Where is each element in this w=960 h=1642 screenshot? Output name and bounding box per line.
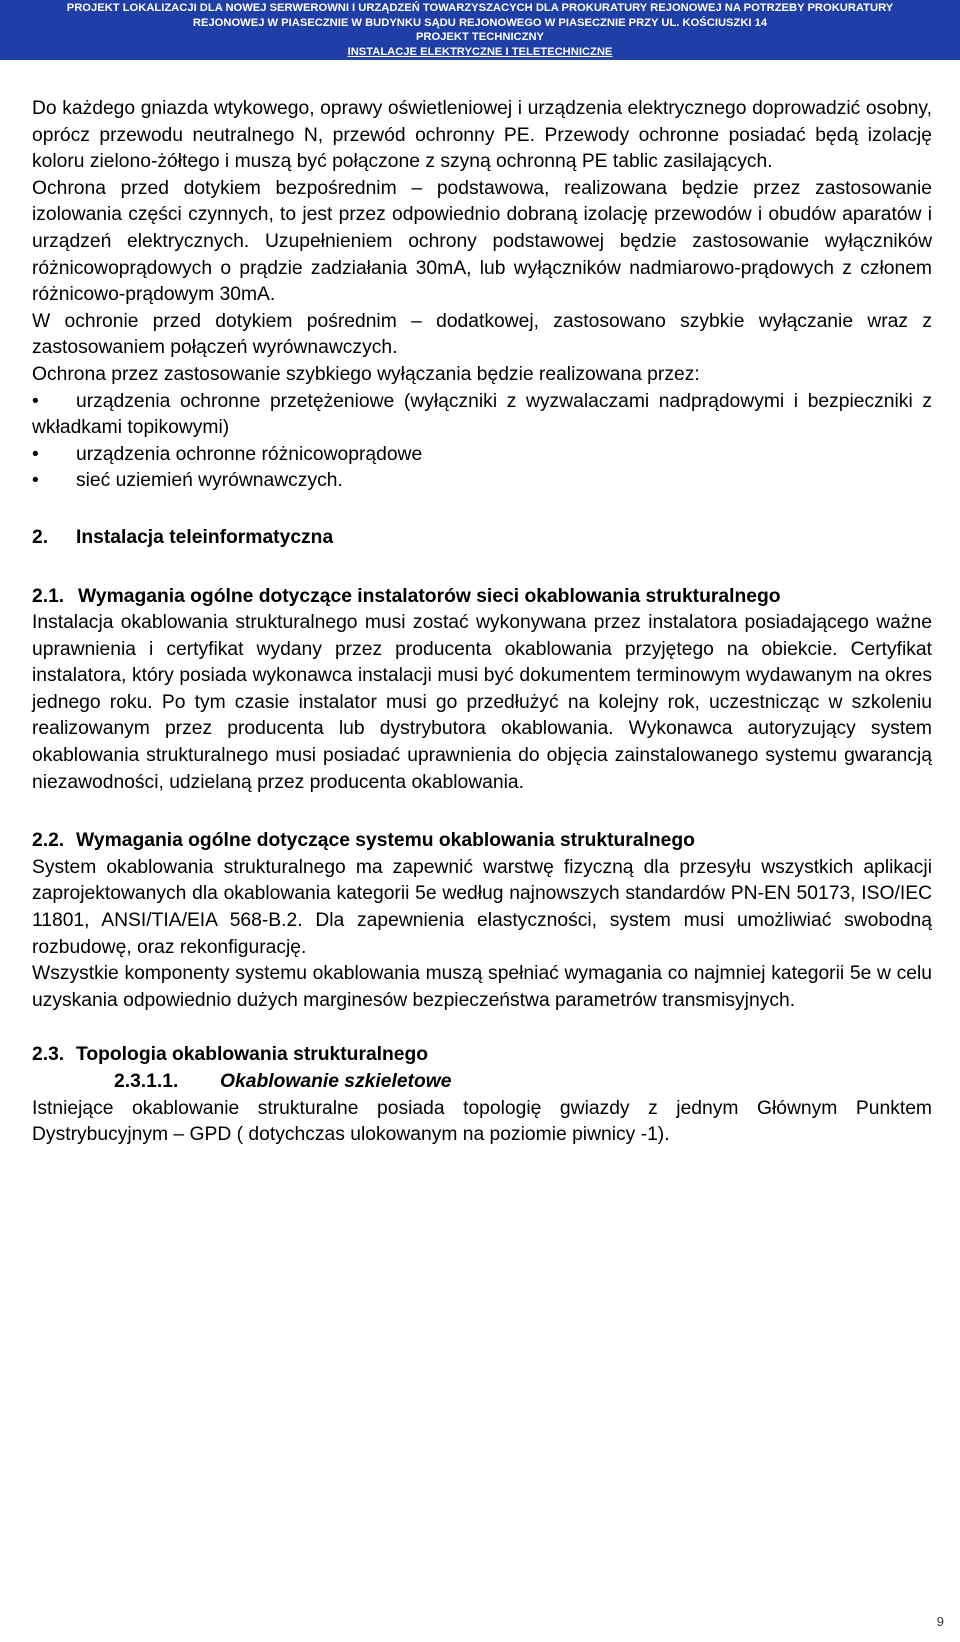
list-item-text: urządzenia ochronne przetężeniowe (wyłączniki z wyzwalaczami nadprądowymi i bezpieczniki z wkładkami topikowymi) <box>32 390 932 439</box>
list-item <box>32 468 932 495</box>
paragraph-backbone-cabling: Istniejące okablowanie strukturalne posiada topologię gwiazdy z jednym Głównym Punktem Dystrybucyjnym – GPD ( dotychczas ulokowanym na poziomie piwnicy -1). <box>32 1097 932 1146</box>
paragraph-indirect-contact-protection: W ochronie przed dotykiem pośrednim – dodatkowej, zastosowano szybkie wyłączanie wraz z zastosowaniem połączeń wyrównawczych. <box>32 310 932 359</box>
paragraph-direct-contact-protection: Ochrona przed dotykiem bezpośrednim – podstawowa, realizowana będzie przez zastosowanie izolowania części czynnych, to jest przez odpowiednio dobraną izolację przewodów i obudów aparatów i urządzeń elektrycznych. Uzupełnieniem ochrony podstawowej będzie zastosowanie wyłączników różnicowoprądowych o prądzie zadziałania 30mA, lub wyłączników nadmiarowo-prądowych z członem różnicowo-prądowym 30mA. <box>32 177 932 306</box>
list-item <box>32 442 932 469</box>
section-number: 2.3. <box>32 1044 65 1066</box>
section-title: Topologia okablowania strukturalnego <box>76 1044 429 1066</box>
section-heading-2-2 <box>32 828 932 855</box>
header-line-1: PROJEKT LOKALIZACJI DLA NOWEJ SERWEROWNI I URZĄDZEŃ TOWARZYSZACYCH DLA PROKURATURY REJONOWEJ NA POTRZEBY PROKURATURY <box>66 2 894 14</box>
section-heading-2-1 <box>32 584 932 611</box>
header-line-4: INSTALACJE ELEKTRYCZNE I TELETECHNICZNE <box>347 45 613 58</box>
paragraph-protective-conductor: Do każdego gniazda wtykowego, oprawy oświetleniowej i urządzenia elektrycznego doprowadzić osobny, oprócz przewodu neutralnego N, przewód ochronny PE. Przewody ochronne posiadać będą izolację koloru zielono-żółtego i muszą być połączone z szyną ochronną PE tablic zasilających. <box>32 98 932 173</box>
section-title: Instalacja teleinformatyczna <box>76 526 334 548</box>
paragraph-system-requirements: System okablowania strukturalnego ma zapewnić warstwę fizyczną dla przesyłu wszystkich aplikacji zaprojektowanych dla okablowania kategorii 5e według najnowszych standardów PN-EN 50173, ISO/IEC 11801, ANSI/TIA/EIA 568-B.2. Dla zapewnienia elastyczności, system musi umożliwiać swobodną rozbudowę, oraz rekonfigurację. <box>32 856 932 958</box>
section-title: Okablowanie szkieletowe <box>220 1071 452 1092</box>
section-heading-2-3 <box>32 1042 932 1069</box>
section-number: 2. <box>32 526 49 548</box>
bullet-icon: • <box>32 390 39 412</box>
section-number: 2.3.1.1. <box>114 1071 179 1092</box>
page-number: 9 <box>936 1614 944 1629</box>
bullet-icon: • <box>32 443 39 465</box>
paragraph-installer-requirements: Instalacja okablowania strukturalnego musi zostać wykonywana przez instalatora posiadającego ważne uprawnienia i certyfikat wydany przez producenta okablowania przyjętego na obiekcie. Certyfikat instalatora, który posiada wykonawca instalacji musi być dokumentem terminowym wydawanym na okres jednego roku. Po tym czasie instalator musi go przedłużyć na kolejny rok, uczestnicząc w szkoleniu realizowanym przez producenta lub dystrybutora okablowania. Wykonawca autoryzujący system okablowania strukturalnego musi posiadać uprawnienia do objęcia zainstalowanego systemu gwarancją niezawodności, udzielaną przez producenta okablowania. <box>32 612 932 793</box>
document-body <box>32 96 932 1149</box>
paragraph-component-requirements: Wszystkie komponenty systemu okablowania muszą spełniać wymagania co najmniej kategorii 5e w celu uzyskania odpowiednio dużych marginesów bezpieczeństwa parametrów transmisyjnych. <box>32 963 932 1011</box>
section-title: Wymagania ogólne dotyczące instalatorów sieci okablowania strukturalnego <box>78 585 781 607</box>
section-heading-2-3-1-1 <box>32 1069 932 1096</box>
section-heading-2 <box>32 525 932 552</box>
section-title: Wymagania ogólne dotyczące systemu okablowania strukturalnego <box>76 830 695 852</box>
list-item-text: sieć uziemień wyrównawczych. <box>76 470 343 492</box>
section-number: 2.1. <box>32 585 65 607</box>
protection-bullet-list <box>32 389 932 495</box>
section-number: 2.2. <box>32 830 65 852</box>
list-item-text: urządzenia ochronne różnicowoprądowe <box>76 443 423 465</box>
header-line-3: PROJEKT TECHNICZNY <box>415 31 545 44</box>
document-header <box>0 0 960 60</box>
header-line-2: REJONOWEJ W PIASECZNIE W BUDYNKU SĄDU REJONOWEGO W PIASECZNIE PRZY UL. KOŚCIUSZKI 14 <box>192 16 768 29</box>
bullet-icon: • <box>32 470 39 492</box>
paragraph-fast-disconnection-intro: Ochrona przez zastosowanie szybkiego wyłączania będzie realizowana przez: <box>32 363 700 385</box>
list-item <box>32 389 932 442</box>
